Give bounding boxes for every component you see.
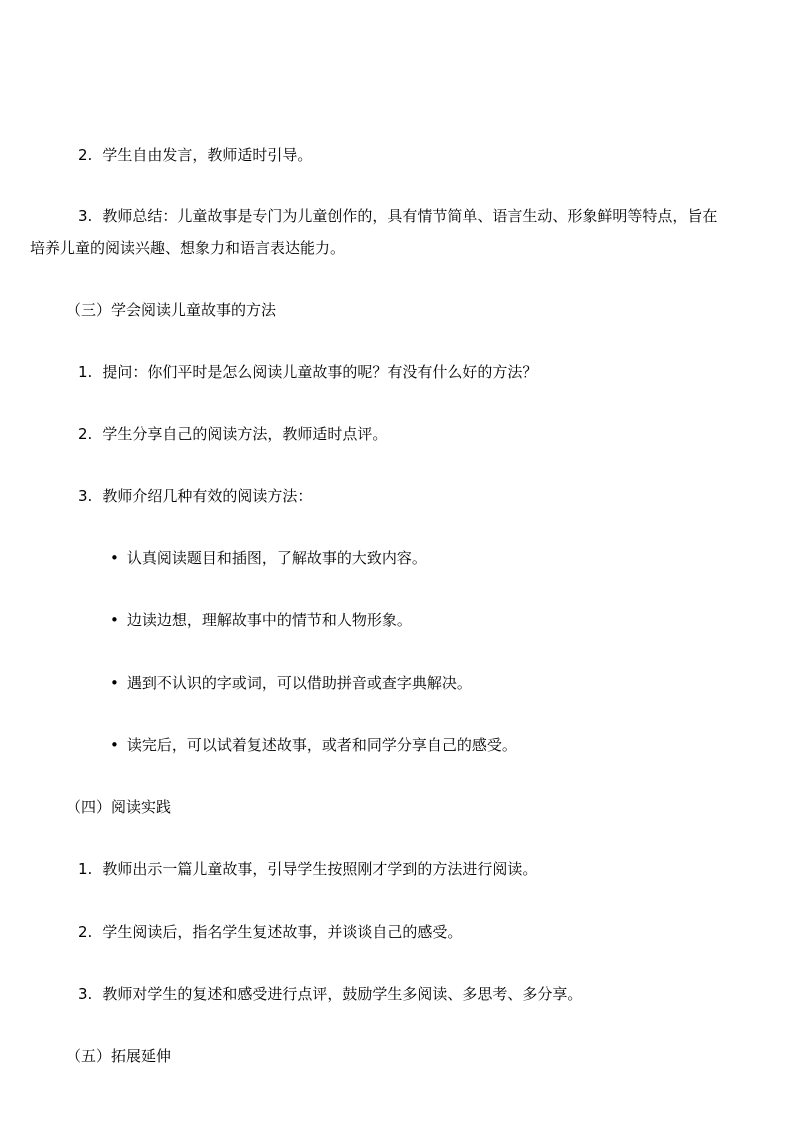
item-text: 教师总结：儿童故事是专门为儿童创作的，具有情节简单、语言生动、形象鲜明等特点，旨在 bbox=[102, 207, 718, 225]
list-item-continuation bbox=[30, 238, 345, 258]
item-text: 教师出示一篇儿童故事，引导学生按照刚才学到的方法进行阅读。 bbox=[102, 860, 538, 878]
item-text: 教师对学生的复述和感受进行点评，鼓励学生多阅读、多思考、多分享。 bbox=[102, 985, 583, 1003]
list-item bbox=[78, 984, 582, 1004]
bullet-item bbox=[110, 735, 517, 755]
item-text: 教师介绍几种有效的阅读方法： bbox=[102, 487, 313, 505]
item-number: 1. bbox=[78, 860, 93, 878]
bullet-item bbox=[110, 548, 427, 568]
section-heading: （五）拓展延伸 bbox=[66, 1047, 172, 1065]
section-heading: （三）学会阅读儿童故事的方法 bbox=[66, 301, 277, 319]
list-item bbox=[78, 362, 537, 382]
item-number: 3. bbox=[78, 487, 93, 505]
list-item bbox=[78, 145, 312, 165]
bullet-item bbox=[110, 610, 412, 630]
list-item bbox=[78, 206, 717, 226]
bullet-item bbox=[110, 673, 472, 693]
bullet-text: 读完后，可以试着复述故事，或者和同学分享自己的感受。 bbox=[126, 736, 517, 754]
item-number: 3. bbox=[78, 985, 93, 1003]
list-item bbox=[78, 922, 462, 942]
bullet-icon: • bbox=[110, 736, 119, 754]
item-number: 1. bbox=[78, 363, 93, 381]
item-number: 2. bbox=[78, 146, 93, 164]
list-item bbox=[78, 486, 312, 506]
bullet-text: 认真阅读题目和插图，了解故事的大致内容。 bbox=[126, 549, 427, 567]
item-number: 2. bbox=[78, 425, 93, 443]
item-number: 2. bbox=[78, 923, 93, 941]
bullet-icon: • bbox=[110, 549, 119, 567]
item-text: 学生分享自己的阅读方法，教师适时点评。 bbox=[102, 425, 388, 443]
item-text: 学生自由发言，教师适时引导。 bbox=[102, 146, 313, 164]
bullet-icon: • bbox=[110, 611, 119, 629]
item-text: 培养儿童的阅读兴趣、想象力和语言表达能力。 bbox=[30, 239, 346, 257]
item-number: 3. bbox=[78, 207, 93, 225]
bullet-icon: • bbox=[110, 674, 119, 692]
bullet-text: 遇到不认识的字或词，可以借助拼音或查字典解决。 bbox=[126, 674, 472, 692]
item-text: 学生阅读后，指名学生复述故事，并谈谈自己的感受。 bbox=[102, 923, 463, 941]
list-item bbox=[78, 859, 537, 879]
item-text: 提问：你们平时是怎么阅读儿童故事的呢？有没有什么好的方法？ bbox=[102, 363, 538, 381]
section-heading: （四）阅读实践 bbox=[66, 798, 172, 816]
list-item bbox=[78, 424, 387, 444]
bullet-text: 边读边想，理解故事中的情节和人物形象。 bbox=[126, 611, 412, 629]
